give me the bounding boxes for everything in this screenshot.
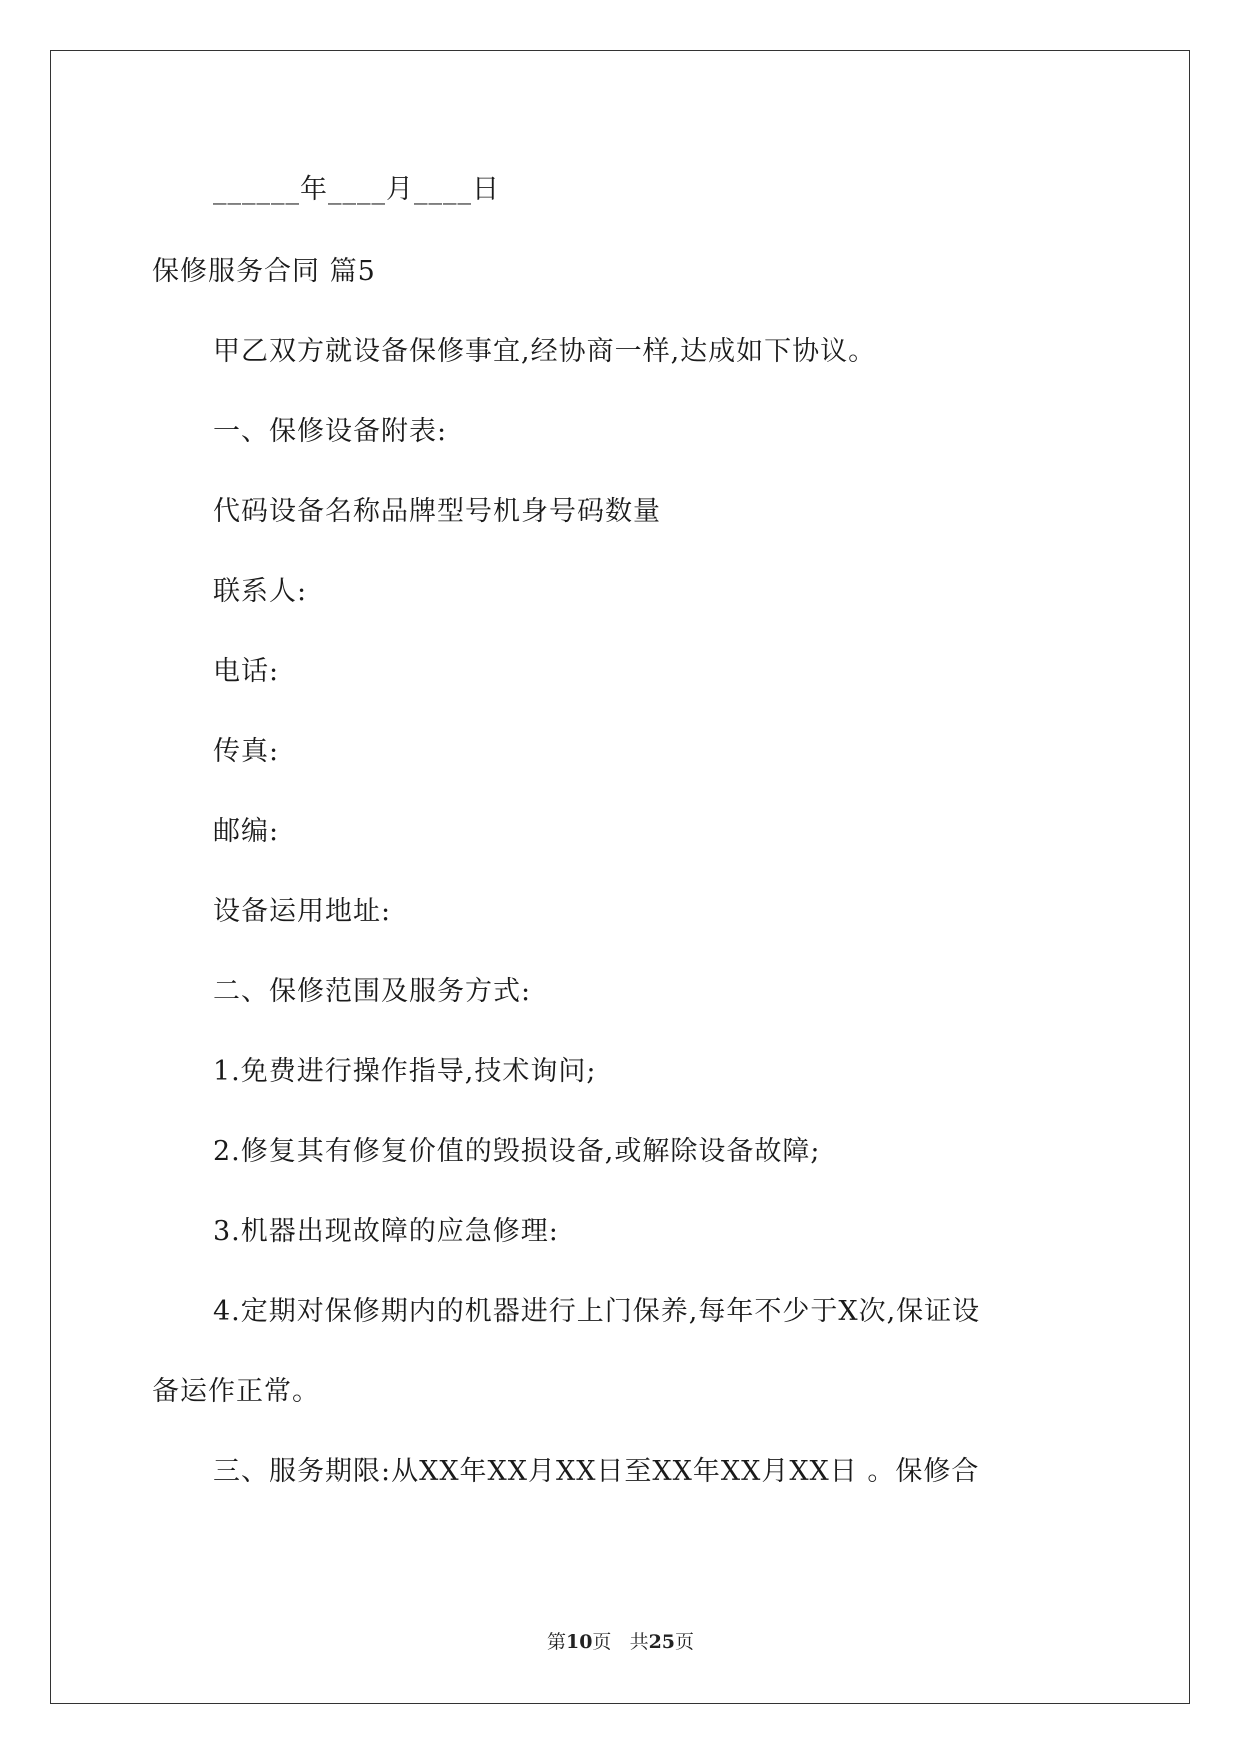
footer-prefix: 第 (546, 1631, 566, 1653)
list-item-4-continued: 备运作正常。 (152, 1376, 320, 1407)
postcode-line: 邮编: (213, 816, 280, 847)
page-footer (0, 1630, 1241, 1654)
footer-page-number: 10 (565, 1631, 593, 1653)
footer-total-suffix: 页 (675, 1631, 695, 1653)
footer-total-prefix: 共 (629, 1631, 649, 1653)
heading-service-scope: 二、保修范围及服务方式: (213, 976, 532, 1007)
list-item-4: 4.定期对保修期内的机器进行上门保养,每年不少于X次,保证设 (213, 1296, 981, 1327)
address-line: 设备运用地址: (213, 896, 392, 927)
contact-person-line: 联系人: (213, 576, 308, 607)
paragraph-intro: 甲乙双方就设备保修事宜,经协商一样,达成如下协议。 (213, 336, 877, 367)
footer-total-pages: 25 (648, 1631, 676, 1653)
date-line: ______年____月____日 (213, 174, 500, 205)
phone-line: 电话: (213, 656, 280, 687)
heading-equipment-list: 一、保修设备附表: (213, 416, 448, 447)
fax-line: 传真: (213, 736, 280, 767)
list-item-3: 3.机器出现故障的应急修理: (213, 1216, 559, 1247)
list-item-1: 1.免费进行操作指导,技术询问; (213, 1056, 597, 1087)
list-item-2: 2.修复其有修复价值的毁损设备,或解除设备故障; (213, 1136, 821, 1167)
section-title: 保修服务合同 篇5 (152, 256, 376, 287)
footer-page-suffix: 页 (592, 1631, 612, 1653)
heading-service-period: 三、服务期限:从XX年XX月XX日至XX年XX月XX日 。保修合 (213, 1456, 980, 1487)
equipment-table-header: 代码设备名称品牌型号机身号码数量 (213, 496, 661, 527)
